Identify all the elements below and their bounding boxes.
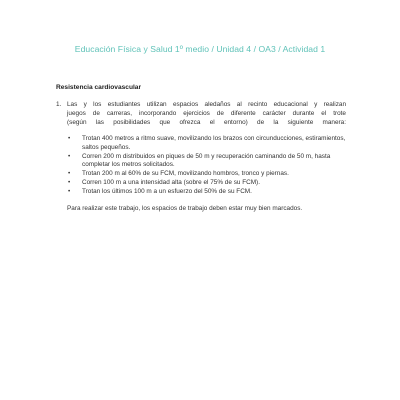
intro-line: Las y los estudiantes utilizan espacios aledaños al recinto educacional y realizan	[67, 101, 346, 108]
intro-line: (según las posibilidades que ofrezca el entorno) de la siguiente manera:	[67, 118, 346, 126]
page-header: Educación Física y Salud 1º medio / Unidad 4 / OA3 / Actividad 1	[74, 44, 326, 54]
activity-item	[56, 101, 346, 214]
bullet-icon: •	[68, 170, 71, 178]
activity-intro	[67, 101, 346, 128]
list-item	[67, 135, 346, 153]
activity-number: 1.	[56, 101, 62, 108]
closing-note: Para realizar este trabajo, los espacios de trabajo deben estar muy bien marcados.	[67, 205, 303, 213]
bullet-icon: •	[68, 134, 71, 142]
list-item	[67, 153, 346, 171]
list-item-text: Corren 100 m a una intensidad alta (sobre el 75% de su FCM).	[82, 179, 260, 187]
bullet-icon: •	[68, 152, 71, 160]
bullet-icon: •	[68, 188, 71, 196]
list-item-text: Trotan 200 m al 60% de su FCM, movilizando hombros, tronco y piernas.	[82, 170, 289, 178]
list-item-text: Trotan los últimos 100 m a un esfuerzo del 50% de su FCM.	[82, 188, 252, 196]
intro-line: juegos de carreras, incorporando ejercicios de diferente carácter durante el trote	[67, 109, 346, 117]
activity-row	[56, 101, 346, 197]
list-item	[67, 179, 346, 188]
section-title: Resistencia cardiovascular	[56, 84, 142, 91]
exercise-list	[67, 135, 346, 197]
list-item-text: Trotan 400 metros a ritmo suave, movilizando los brazos con circunducciones, estiramientos, saltos pequeños.	[82, 134, 346, 151]
list-item-text: Corren 200 m distribuidos en piques de 50 m y recuperación caminando de 50 m, hasta completar los metros solicitados.	[82, 152, 331, 169]
activity-body	[67, 101, 346, 197]
bullet-icon: •	[68, 179, 71, 187]
list-item	[67, 188, 346, 197]
list-item	[67, 170, 346, 179]
